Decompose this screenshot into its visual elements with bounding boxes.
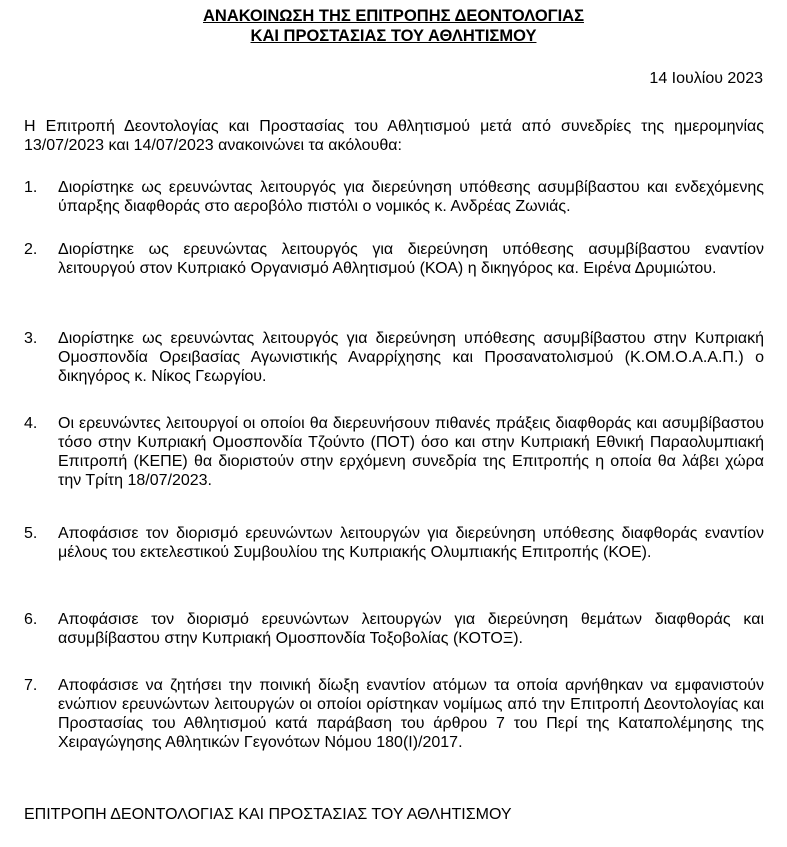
list-item-text: Διορίστηκε ως ερευνώντας λειτουργός για διερεύνηση υπόθεσης ασυμβίβαστου στην Κυπριακή Ομοσπονδία Ορειβασίας Αγωνιστικής Αναρρίχησης και Προσανατολισμού (Κ.ΟΜ.Ο.Α.Α.Π.) ο δικηγόρος κ. Νίκος Γεωργίου.	[58, 330, 764, 385]
intro-paragraph: Η Επιτροπή Δεοντολογίας και Προστασίας του Αθλητισμού μετά από συνεδρίες της ημερομηνίας 13/07/2023 και 14/07/2023 ανακοινώνει τα ακόλουθα:	[24, 118, 764, 154]
list-item-text: Οι ερευνώντες λειτουργοί οι οποίοι θα διερευνήσουν πιθανές πράξεις διαφθοράς και ασυμβίβαστου τόσο στην Κυπριακή Ομοσπονδία Τζούντο (ΠΟΤ) όσο και στην Κυπριακή Εθνική Παραολυμπιακή Επιτροπή (ΚΕΠΕ) θα διοριστούν στην ερχόμενη συνεδρία της Επιτροπής η οποία θα λάβει χώρα την Τρίτη 18/07/2023.	[58, 415, 764, 489]
list-item-number: 1.	[24, 179, 38, 196]
signature-line: ΕΠΙΤΡΟΠΗ ΔΕΟΝΤΟΛΟΓΙΑΣ ΚΑΙ ΠΡΟΣΤΑΣΙΑΣ ΤΟΥ ΑΘΛΗΤΙΣΜΟΥ	[24, 806, 512, 823]
list-item-text: Διορίστηκε ως ερευνώντας λειτουργός για διερεύνηση υπόθεσης ασυμβίβαστου και ενδεχόμενης ύπαρξης διαφθοράς στο αεροβόλο πιστόλι ο νομικός κ. Ανδρέας Ζωνιάς.	[58, 179, 764, 215]
list-item-text: Αποφάσισε τον διορισμό ερευνώντων λειτουργών για διερεύνηση θεμάτων διαφθοράς και ασυμβίβαστου στην Κυπριακή Ομοσπονδία Τοξοβολίας (ΚΟΤΟΞ).	[58, 611, 764, 647]
list-item-number: 4.	[24, 415, 38, 432]
list-item-number: 3.	[24, 330, 38, 347]
list-item-number: 6.	[24, 611, 38, 628]
announcement-title-line2: ΚΑΙ ΠΡΟΣΤΑΣΙΑΣ ΤΟΥ ΑΘΛΗΤΙΣΜΟΥ	[250, 27, 537, 45]
announcement-date: 14 Ιουλίου 2023	[649, 70, 763, 87]
list-item-number: 5.	[24, 525, 38, 542]
list-item-number: 7.	[24, 677, 38, 694]
list-item-text: Αποφάσισε τον διορισμό ερευνώντων λειτουργών για διερεύνηση υπόθεσης διαφθοράς εναντίον μέλους του εκτελεστικού Συμβουλίου της Κυπριακής Ολυμπιακής Επιτροπής (ΚΟΕ).	[58, 525, 764, 561]
list-item-text: Διορίστηκε ως ερευνώντας λειτουργός για διερεύνηση υπόθεσης ασυμβίβαστου εναντίον λειτουργού στον Κυπριακό Οργανισμό Αθλητισμού (ΚΟΑ) η δικηγόρος κα. Ειρένα Δρυμιώτου.	[58, 241, 764, 277]
announcement-title-line1: ΑΝΑΚΟΙΝΩΣΗ ΤΗΣ ΕΠΙΤΡΟΠΗΣ ΔΕΟΝΤΟΛΟΓΙΑΣ	[203, 7, 584, 25]
list-item-number: 2.	[24, 241, 38, 258]
list-item-text: Αποφάσισε να ζητήσει την ποινική δίωξη εναντίον ατόμων τα οποία αρνήθηκαν να εμφανιστούν ενώπιον ερευνώντων λειτουργών οι οποίοι ορίστηκαν νομίμως από την Επιτροπή Δεοντολογίας και Προστασίας του Αθλητισμού κατά παράβαση του άρθρου 7 του Περί της Καταπολέμησης της Χειραγώγησης Αθλητικών Γεγονότων Νόμου 180(Ι)/2017.	[58, 677, 764, 751]
